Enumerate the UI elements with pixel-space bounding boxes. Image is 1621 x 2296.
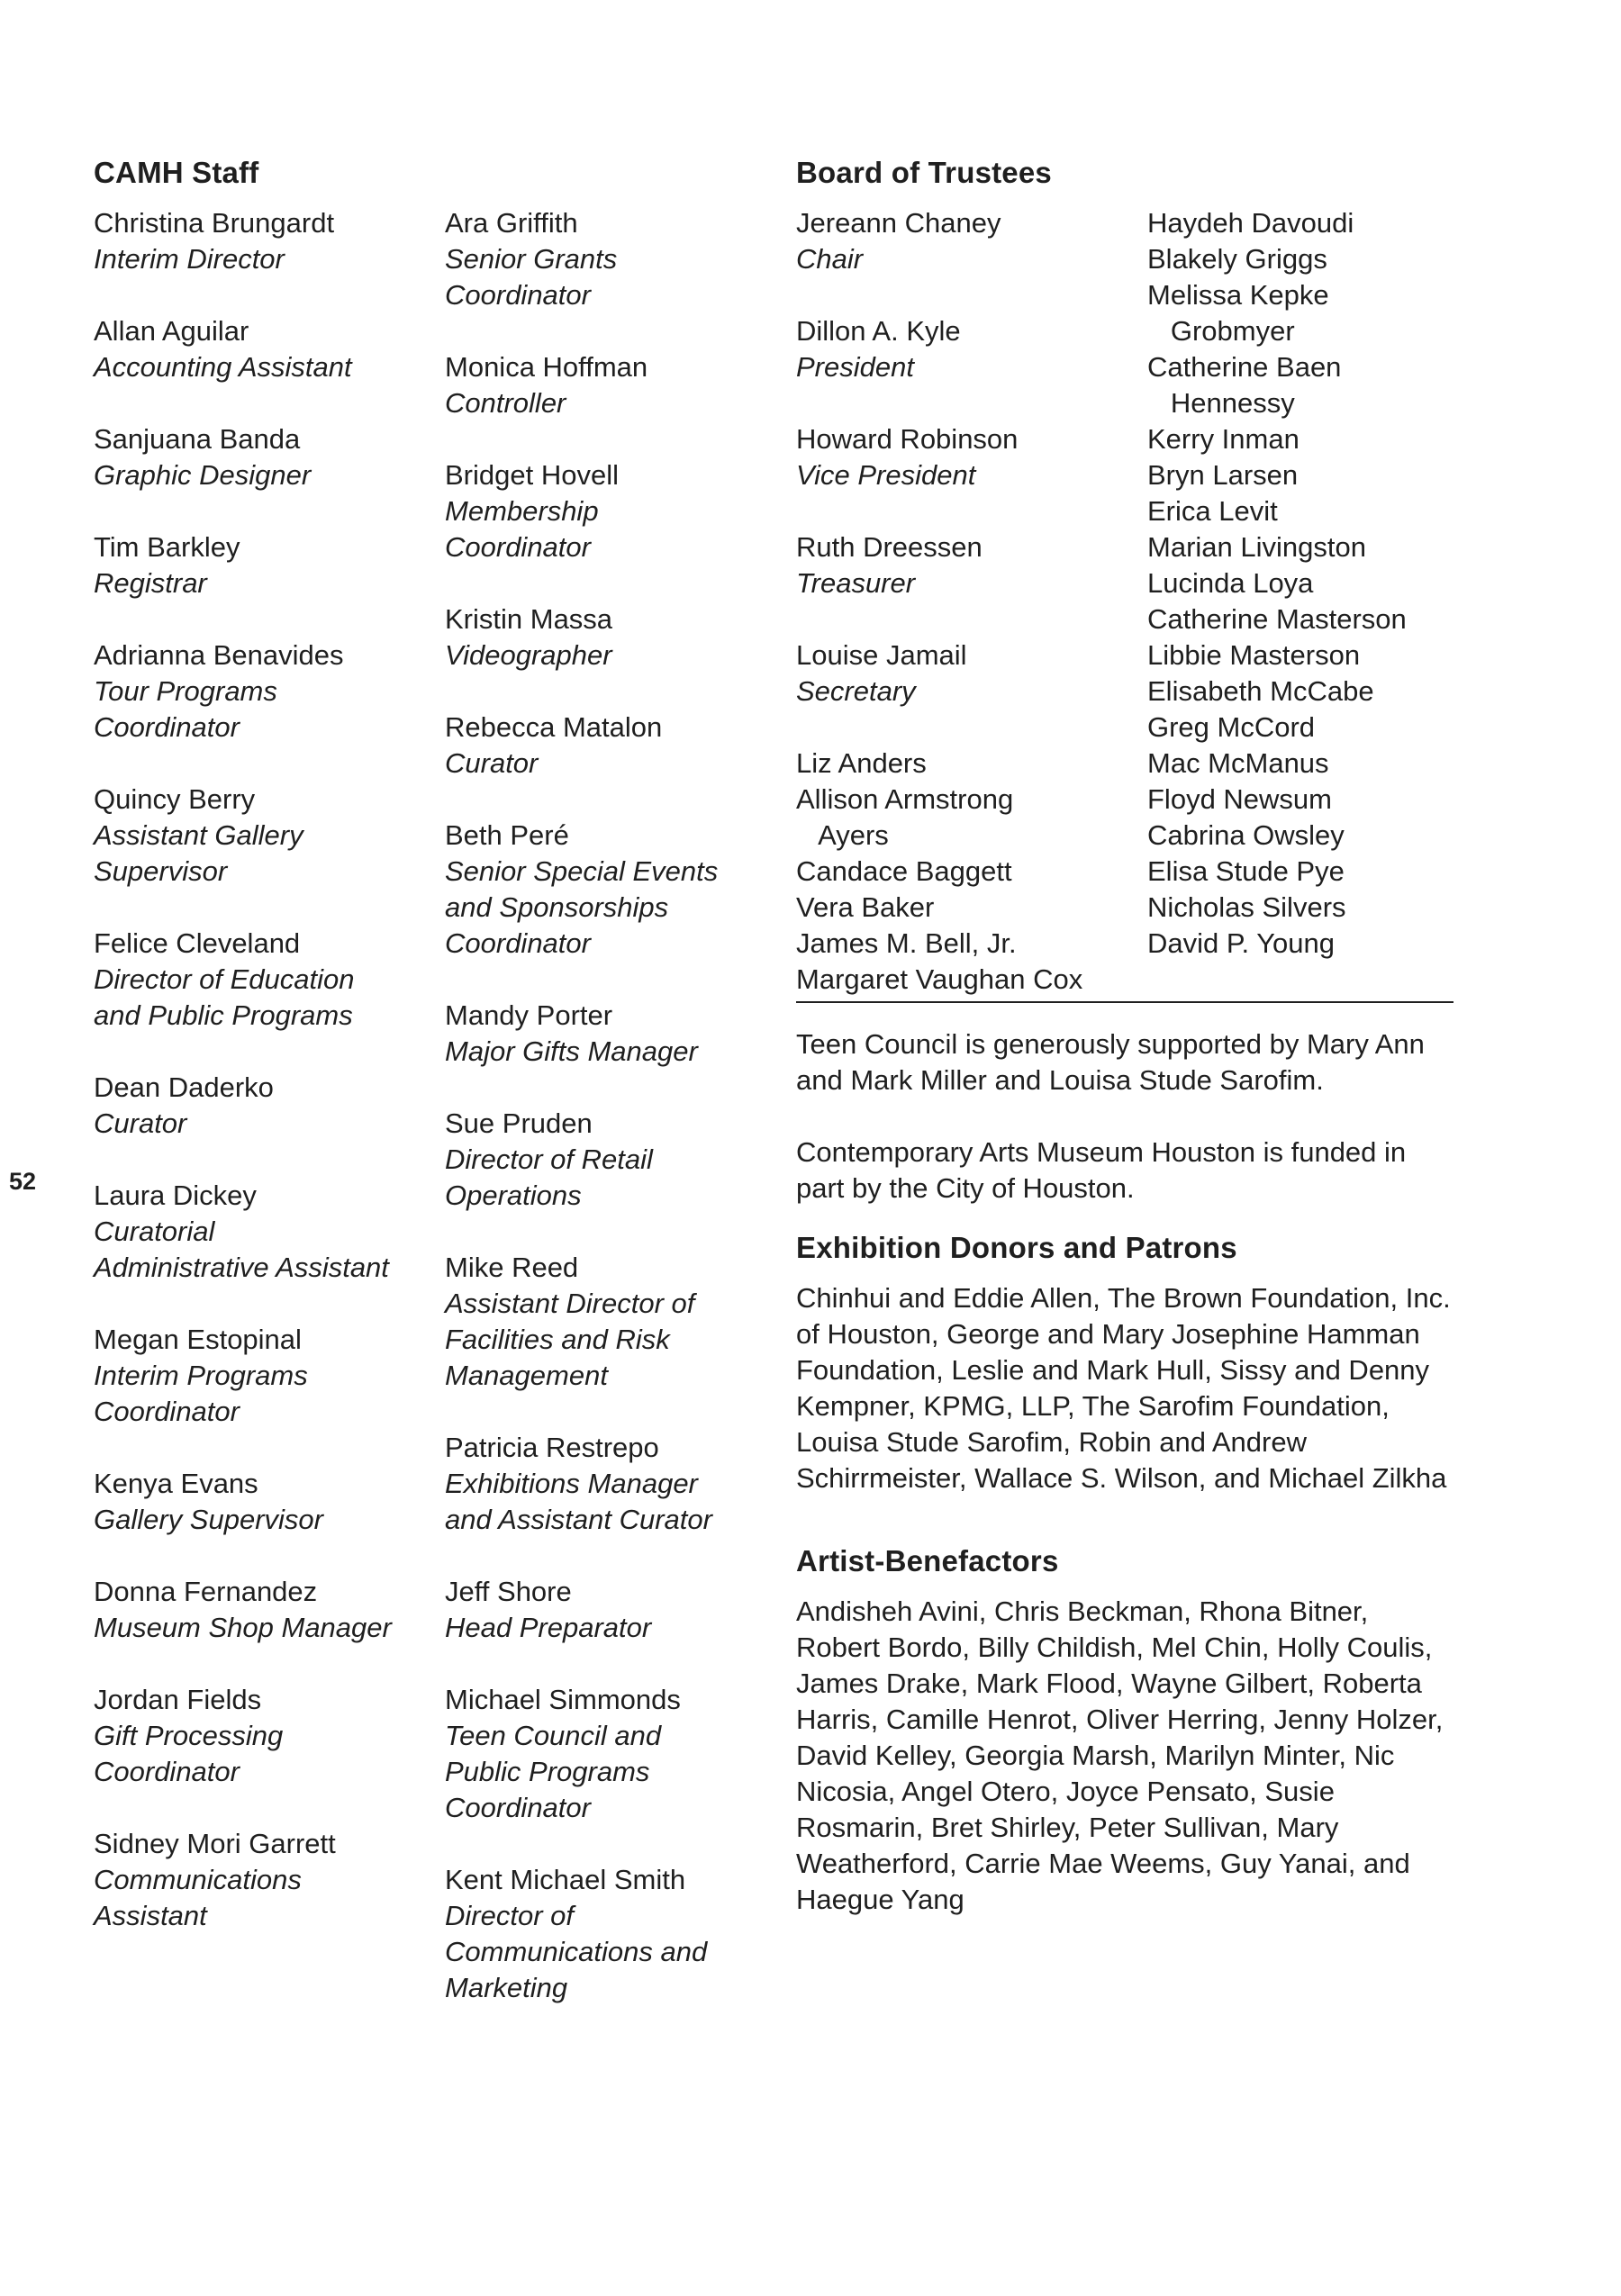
staff-title: Director of Communications and Marketing: [445, 1900, 708, 2003]
staff-entry: [445, 1682, 769, 1826]
staff-name: Quincy Berry: [94, 783, 256, 815]
staff-entry: [94, 1070, 436, 1142]
staff-heading: CAMH Staff: [94, 156, 259, 189]
staff-title: Head Preparator: [445, 1612, 652, 1643]
staff-column-2: [445, 155, 769, 2042]
officer-title: Treasurer: [796, 567, 916, 599]
staff-title: Controller: [445, 387, 566, 419]
staff-name: Tim Barkley: [94, 531, 240, 563]
trustee-name: Lucinda Loya: [1147, 567, 1314, 599]
staff-title: Communications Assistant: [94, 1864, 302, 1931]
staff-entry: [94, 421, 436, 493]
staff-title: Membership Coordinator: [445, 495, 599, 563]
staff-name: Rebecca Matalon: [445, 711, 663, 743]
staff-name: Donna Fernandez: [94, 1576, 318, 1607]
trustee-name: James M. Bell, Jr.: [796, 927, 1017, 959]
trustee-name: Greg McCord: [1147, 711, 1316, 743]
trustee-name: Blakely Griggs: [1147, 243, 1327, 275]
officer-entry: [796, 205, 1147, 277]
staff-title: Tour Programs Coordinator: [94, 675, 277, 743]
staff-name: Megan Estopinal: [94, 1324, 302, 1355]
staff-entry: [94, 1826, 436, 1934]
staff-title: Registrar: [94, 567, 207, 599]
staff-title: Major Gifts Manager: [445, 1035, 698, 1067]
staff-entry: [445, 818, 769, 962]
staff-title: Videographer: [445, 639, 612, 671]
staff-entry: [445, 1106, 769, 1214]
staff-entry: [445, 457, 769, 565]
staff-entry: [94, 1322, 436, 1430]
officer-entry: [796, 637, 1147, 710]
staff-name: Kristin Massa: [445, 603, 613, 635]
staff-name: Mandy Porter: [445, 999, 613, 1031]
officer-entry: [796, 529, 1147, 601]
staff-name: Jeff Shore: [445, 1576, 572, 1607]
trustee-name: Catherine Masterson: [1147, 603, 1407, 635]
officer-name: Louise Jamail: [796, 639, 967, 671]
trustee-name: Catherine Baen Hennessy: [1147, 351, 1342, 419]
staff-title: Graphic Designer: [94, 459, 312, 491]
page-number: 52: [9, 1168, 37, 1195]
staff-entry: [445, 205, 769, 313]
right-column: [796, 155, 1459, 1918]
staff-name: Allan Aguilar: [94, 315, 249, 347]
staff-name: Christina Brungardt: [94, 207, 335, 239]
staff-title: Gift Processing Coordinator: [94, 1720, 284, 1787]
staff-name: Jordan Fields: [94, 1684, 262, 1715]
staff-title: Senior Grants Coordinator: [445, 243, 618, 311]
officer-name: Ruth Dreessen: [796, 531, 983, 563]
staff-name: Patricia Restrepo: [445, 1432, 659, 1463]
staff-name: Sidney Mori Garrett: [94, 1828, 336, 1859]
artists-heading: Artist-Benefactors: [796, 1544, 1059, 1577]
officer-entry: [796, 313, 1147, 385]
officer-title: Secretary: [796, 675, 916, 707]
staff-name: Michael Simmonds: [445, 1684, 681, 1715]
trustees-officers: [796, 205, 1147, 998]
staff-title: Assistant Director of Facilities and Risk Management: [445, 1288, 695, 1391]
staff-title: Interim Director: [94, 243, 285, 275]
staff-entry: [94, 529, 436, 601]
trustee-name: Bryn Larsen: [1147, 459, 1299, 491]
staff-entry: [94, 1178, 436, 1286]
staff-title: Accounting Assistant: [94, 351, 352, 383]
trustee-name: Mac McManus: [1147, 747, 1329, 779]
staff-name: Laura Dickey: [94, 1180, 257, 1211]
officer-title: Vice President: [796, 459, 976, 491]
staff-title: Exhibitions Manager and Assistant Curator: [445, 1468, 712, 1535]
trustee-name: Elisabeth McCabe: [1147, 675, 1374, 707]
staff-title: Museum Shop Manager: [94, 1612, 392, 1643]
staff-name: Kent Michael Smith: [445, 1864, 686, 1895]
donors-list: Chinhui and Eddie Allen, The Brown Foundation, Inc. of Houston, George and Mary Josephine Hamman Foundation, Leslie and Mark Hull, Sissy and Denny Kempner, KPMG, LLP, The Sarofim Foundation, Louisa Stude Sarofim, Robin and Andrew Schirrmeister, Wallace S. Wilson, and Michael Zilkha: [796, 1282, 1451, 1494]
staff-title: Teen Council and Public Programs Coordinator: [445, 1720, 662, 1823]
section-divider: [796, 1001, 1453, 1003]
trustee-name: Melissa Kepke Grobmyer: [1147, 279, 1329, 347]
staff-name: Kenya Evans: [94, 1468, 258, 1499]
staff-title: Director of Education and Public Programs: [94, 963, 355, 1031]
trustee-members-list-2: [1147, 205, 1459, 962]
staff-title: Interim Programs Coordinator: [94, 1360, 308, 1427]
staff-entry: [94, 205, 436, 277]
staff-entry: [445, 1574, 769, 1646]
staff-title: Gallery Supervisor: [94, 1504, 323, 1535]
staff-entry: [445, 998, 769, 1070]
trustee-name: Floyd Newsum: [1147, 783, 1332, 815]
trustee-name: Kerry Inman: [1147, 423, 1300, 455]
staff-name: Beth Peré: [445, 819, 569, 851]
trustee-name: Erica Levit: [1147, 495, 1278, 527]
staff-entry: [94, 782, 436, 890]
trustee-name: Allison Armstrong Ayers: [796, 783, 1014, 851]
staff-entry: [445, 1430, 769, 1538]
trustee-members-list: [796, 746, 1147, 998]
trustee-name: David P. Young: [1147, 927, 1336, 959]
trustee-name: Elisa Stude Pye: [1147, 855, 1345, 887]
staff-entry: [445, 601, 769, 673]
staff-title: Curatorial Administrative Assistant: [94, 1216, 389, 1283]
officer-entry: [796, 421, 1147, 493]
staff-entry: [445, 1250, 769, 1394]
staff-name: Mike Reed: [445, 1252, 579, 1283]
trustee-name: Cabrina Owsley: [1147, 819, 1345, 851]
staff-entry: [445, 349, 769, 421]
staff-name: Dean Daderko: [94, 1071, 274, 1103]
trustee-name: Nicholas Silvers: [1147, 891, 1346, 923]
staff-entry: [445, 1862, 769, 2006]
officer-name: Dillon A. Kyle: [796, 315, 961, 347]
staff-title: Curator: [445, 747, 539, 779]
trustee-name: Haydeh Davoudi: [1147, 207, 1354, 239]
staff-name: Sue Pruden: [445, 1107, 593, 1139]
officer-title: Chair: [796, 243, 864, 275]
staff-name: Adrianna Benavides: [94, 639, 344, 671]
trustees-heading: Board of Trustees: [796, 156, 1052, 189]
artists-list: Andisheh Avini, Chris Beckman, Rhona Bitner, Robert Bordo, Billy Childish, Mel Chin, Holly Coulis, James Drake, Mark Flood, Wayne Gilbert, Roberta Harris, Camille Henrot, Oliver Herring, Jenny Holzer, David Kelley, Georgia Marsh, Marilyn Minter, Nic Nicosia, Angel Otero, Joyce Pensato, Susie Rosmarin, Bret Shirley, Peter Sullivan, Mary Weatherford, Carrie Mae Weems, Guy Yanai, and Haegue Yang: [796, 1595, 1444, 1915]
staff-entry: [94, 1574, 436, 1646]
officer-name: Jereann Chaney: [796, 207, 1001, 239]
staff-entry: [445, 710, 769, 782]
trustee-name: Vera Baker: [796, 891, 935, 923]
teen-council-note: Teen Council is generously supported by Mary Ann and Mark Miller and Louisa Stude Sarofim.: [796, 1028, 1425, 1096]
staff-entry: [94, 313, 436, 385]
officer-title: President: [796, 351, 914, 383]
trustee-name: Margaret Vaughan Cox: [796, 963, 1083, 995]
staff-title: Curator: [94, 1107, 187, 1139]
staff-title: Assistant Gallery Supervisor: [94, 819, 303, 887]
staff-entry: [94, 926, 436, 1034]
trustees-block: [796, 205, 1459, 1001]
staff-title: Senior Special Events and Sponsorships Coordinator: [445, 855, 719, 959]
staff-title: Director of Retail Operations: [445, 1143, 653, 1211]
trustee-name: Marian Livingston: [1147, 531, 1366, 563]
trustee-name: Libbie Masterson: [1147, 639, 1361, 671]
staff-name: Bridget Hovell: [445, 459, 619, 491]
staff-name: Felice Cleveland: [94, 927, 301, 959]
donors-heading: Exhibition Donors and Patrons: [796, 1231, 1237, 1264]
staff-name: Monica Hoffman: [445, 351, 648, 383]
staff-column-1: [94, 155, 436, 1970]
staff-entry: [94, 1466, 436, 1538]
trustee-name: Liz Anders: [796, 747, 927, 779]
trustee-name: Candace Baggett: [796, 855, 1012, 887]
staff-entry: [94, 1682, 436, 1790]
staff-name: Sanjuana Banda: [94, 423, 301, 455]
staff-name: Ara Griffith: [445, 207, 578, 239]
staff-entry: [94, 637, 436, 746]
officer-name: Howard Robinson: [796, 423, 1019, 455]
funding-note: Contemporary Arts Museum Houston is funded in part by the City of Houston.: [796, 1136, 1407, 1204]
